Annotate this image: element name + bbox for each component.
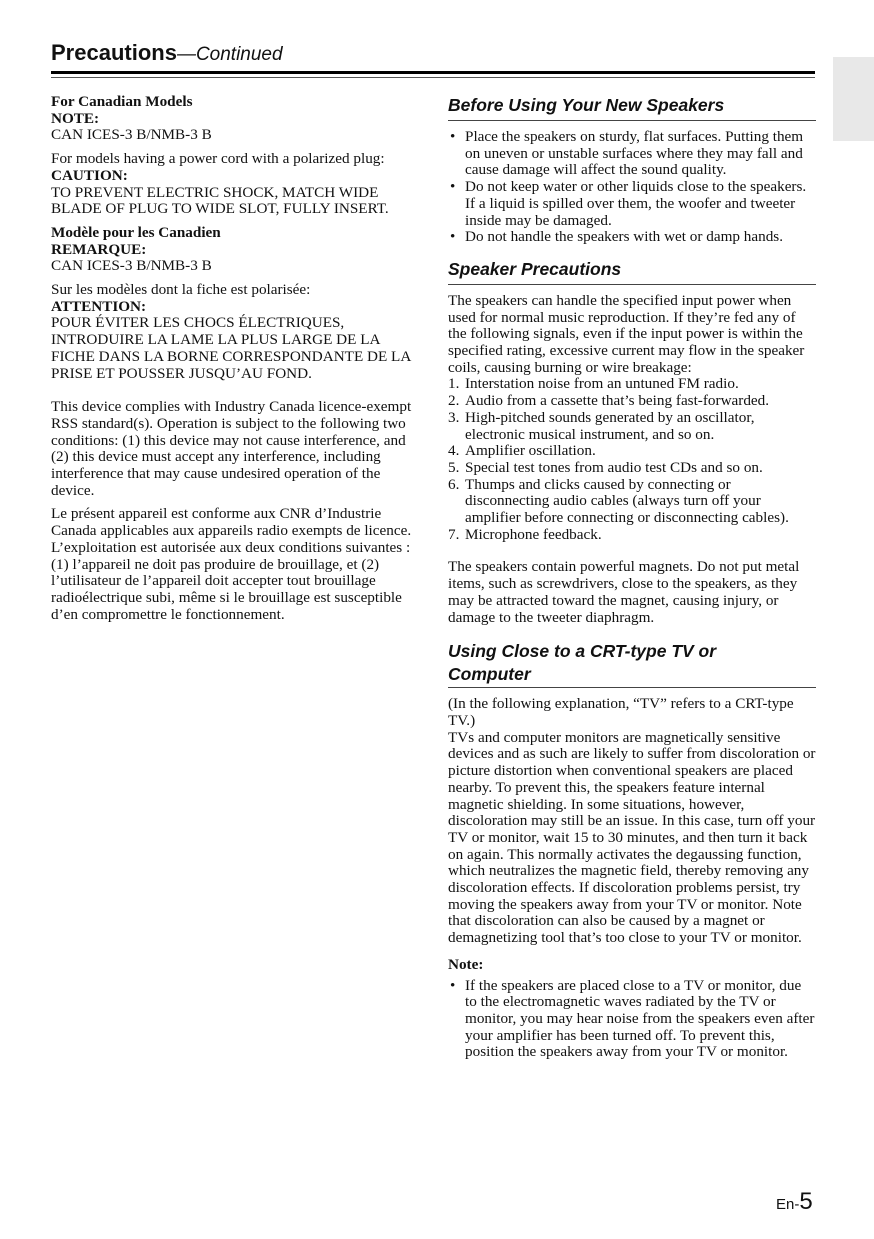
note-label: Note:	[448, 955, 484, 973]
item-number: 3.	[448, 408, 460, 426]
page-title	[51, 40, 283, 66]
list-item: • Do not keep water or other liquids close to the speakers. If a liquid is spilled over them, the woofer and tweeter inside may be damaged.	[448, 179, 816, 229]
section-tab	[833, 57, 874, 141]
item-number: 1.	[448, 375, 460, 393]
caution-text: TO PREVENT ELECTRIC SHOCK, MATCH WIDE BLADE OF PLUG TO WIDE SLOT, FULLY INSERT.	[51, 183, 389, 218]
list-item	[448, 376, 816, 393]
fr-polarized-intro: Sur les modèles dont la fiche est polarisée:	[51, 281, 311, 299]
crt-intro: (In the following explanation, “TV” refers to a CRT-type TV.)	[448, 695, 794, 729]
fr-attention-text: POUR ÉVITER LES CHOCS ÉLECTRIQUES, INTRODUIRE LA LAME LA PLUS LARGE DE LA FICHE DANS LA BORNE CORRESPONDANTE DE LA PRISE ET POUSSER JUSQU’AU FOND.	[51, 314, 411, 382]
item-text: Amplifier oscillation.	[465, 442, 596, 460]
list-item: • Place the speakers on sturdy, flat surfaces. Putting them on uneven or unstable surfaces where they may fall and cause damage will affect the sound quality.	[448, 129, 816, 179]
item-text: Thumps and clicks caused by connecting or disconnecting audio cables (always turn off your amplifier before connecting or disconnecting cables).	[465, 475, 789, 527]
signal-list	[448, 376, 816, 543]
list-item	[448, 410, 816, 443]
item-number: 2.	[448, 392, 460, 410]
list-item: • Do not handle the speakers with wet or damp hands.	[448, 229, 816, 246]
fr-note-label: REMARQUE:	[51, 240, 147, 258]
item-text: Audio from a cassette that’s being fast-forwarded.	[465, 392, 770, 410]
polarized-intro: For models having a power cord with a polarized plug:	[51, 150, 385, 168]
list-item	[448, 393, 816, 410]
item-number: 6.	[448, 475, 460, 493]
fr-heading: Modèle pour les Canadien	[51, 223, 221, 241]
note-label: NOTE:	[51, 109, 100, 127]
page-prefix: En-	[776, 1196, 800, 1213]
ic-statement-fr: Le présent appareil est conforme aux CNR d’Industrie Canada applicables aux appareils radio exempts de licence. L’exploitation est autorisée aux deux conditions suivantes : (1) l’appareil ne doit pas produire de brouillage, et (2) l’utilisateur de l’appareil doit accepter tout brouillage radioélectrique subi, même si le brouillage est susceptible d’en compromettre le fonctionnement.	[51, 505, 412, 623]
crt-body: TVs and computer monitors are magnetically sensitive devices and as such are likely to suffer from discoloration or picture distortion when conventional speakers are placed nearby. To prevent this, the speakers feature internal magnetic shielding. In some situations, however, discoloration may still be an issue. In this case, turn off your TV or monitor, wait 15 to 30 minutes, and then turn it back on again. This normally activates the degaussing function, which neutralizes the magnetic field, thereby removing any discoloration effects. If discoloration problems persist, try moving the speakers away from your TV or monitor. Note that discoloration can also be caused by a magnet or demagnetizing tool that’s too close to your TV or monitor.	[448, 728, 816, 947]
header-rule	[51, 71, 815, 74]
ic-statement-en: This device complies with Industry Canada licence-exempt RSS standard(s). Operation is subject to the following two conditions: (1) this device may not cause interference, and (2) this device must accept any interference, including interference that may cause undesired operation of the device.	[51, 398, 412, 499]
list-item	[448, 460, 816, 477]
right-column	[448, 94, 816, 1073]
before-heading: Before Using Your New Speakers	[448, 94, 816, 121]
item-number: 4.	[448, 442, 460, 460]
continued-label: —Continued	[176, 44, 283, 65]
caution-label: CAUTION:	[51, 166, 128, 184]
item-text: Microphone feedback.	[465, 525, 602, 543]
precautions-heading: Speaker Precautions	[448, 258, 816, 285]
list-item	[448, 443, 816, 460]
item-text: High-pitched sounds generated by an oscillator, electronic musical instrument, and so on.	[465, 408, 755, 443]
crt-heading: Using Close to a CRT-type TV or Computer	[448, 641, 717, 685]
note-text: CAN ICES-3 B/NMB-3 B	[51, 126, 212, 144]
precautions-intro: The speakers can handle the specified input power when used for normal music reproduction. If they’re fed any of the following signals, even if the input power is within the specified rating, excessive current may flow in the speaker coils, causing burning or wire breakage:	[448, 291, 805, 376]
fr-note-text: CAN ICES-3 B/NMB-3 B	[51, 257, 212, 275]
page-number	[776, 1188, 813, 1216]
header-rule-thin	[51, 77, 815, 78]
page-value: 5	[799, 1188, 813, 1215]
before-list	[448, 129, 816, 246]
canadian-heading: For Canadian Models	[51, 93, 193, 110]
left-column	[51, 94, 419, 630]
magnets-paragraph: The speakers contain powerful magnets. Do not put metal items, such as screwdrivers, close to the speakers, as they may be attracted toward the magnet, causing injury, or damage to the tweeter diaphragm.	[448, 558, 800, 626]
item-text: Interstation noise from an untuned FM radio.	[465, 375, 739, 393]
list-item: • If the speakers are placed close to a TV or monitor, due to the electromagnetic waves radiated by the TV or monitor, you may hear noise from the speakers even after your amplifier has been turned off. To prevent this, position the speakers away from your TV or monitor.	[448, 978, 816, 1062]
item-number: 5.	[448, 458, 460, 476]
item-number: 7.	[448, 525, 460, 543]
list-item	[448, 527, 816, 544]
note-list	[448, 978, 816, 1062]
title-text: Precautions	[51, 40, 177, 65]
fr-attention-label: ATTENTION:	[51, 297, 147, 315]
item-text: Special test tones from audio test CDs and so on.	[465, 458, 763, 476]
list-item	[448, 477, 816, 527]
